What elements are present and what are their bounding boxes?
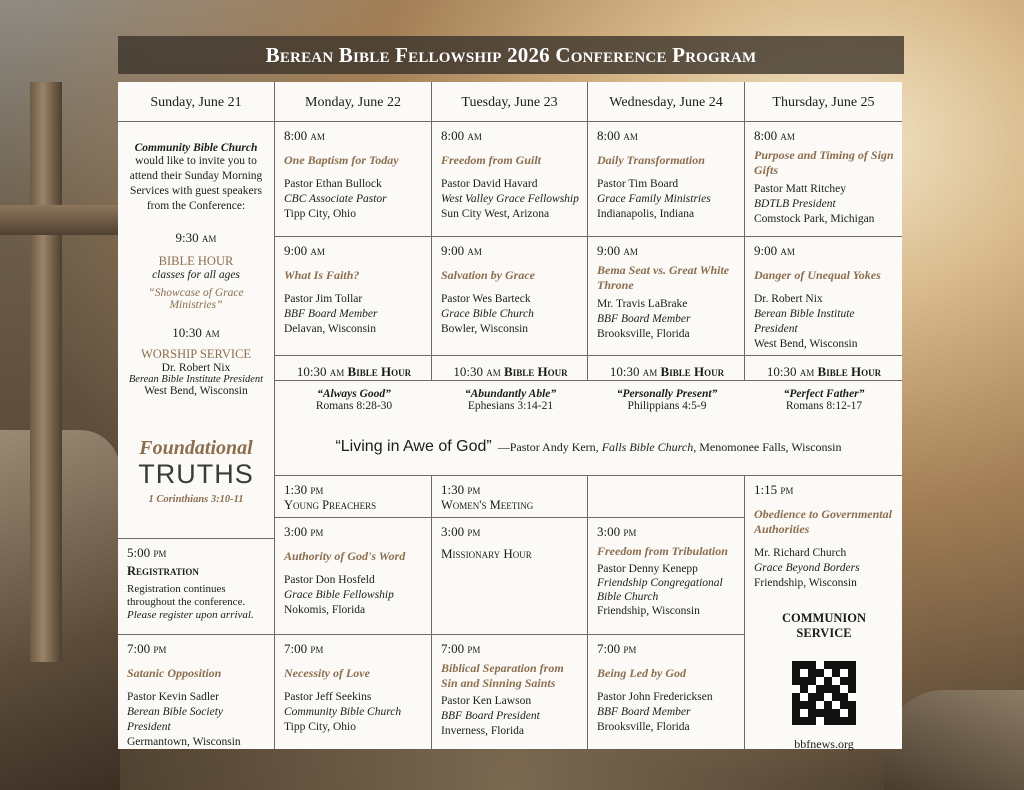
afternoon-mon300-topic: Authority of God's Word xyxy=(284,549,406,563)
qr-module xyxy=(792,677,800,685)
qr-module xyxy=(840,693,848,701)
session-detail xyxy=(284,524,423,540)
qr-module xyxy=(832,685,840,693)
session-detail xyxy=(597,297,736,342)
morning8-0-topic: One Baptism for Today xyxy=(284,153,399,167)
session-detail xyxy=(441,243,579,259)
session-detail xyxy=(284,128,423,144)
qr-module xyxy=(792,717,800,725)
afternoon-thu115-role: Grace Beyond Borders xyxy=(754,562,860,574)
session-detail xyxy=(284,364,424,380)
evening-1-ampm: pm xyxy=(467,641,481,656)
morning8-0-location: Tipp City, Ohio xyxy=(284,208,357,220)
morning8-2-time: 8:00 xyxy=(597,128,621,143)
morning9-3-time: 9:00 xyxy=(754,243,778,258)
page-title: Berean Bible Fellowship 2026 Conference Program xyxy=(265,42,757,67)
qr-module xyxy=(848,717,856,725)
session-detail xyxy=(441,524,579,540)
evening-2-location: Brooksville, Florida xyxy=(597,721,690,733)
session-detail xyxy=(754,292,894,352)
qr-module xyxy=(832,677,840,685)
evening-0-role: Community Bible Church xyxy=(284,706,402,718)
bible-hour-2-time: 10:30 xyxy=(609,364,640,379)
sunday-reg-time: 5:00 xyxy=(127,545,151,560)
qr-module xyxy=(840,685,848,693)
morning9-1-speaker: Pastor Wes Barteck xyxy=(441,293,531,305)
session-detail xyxy=(441,177,579,222)
qr-module xyxy=(816,709,824,717)
qr-module xyxy=(792,685,800,693)
qr-module xyxy=(808,677,816,685)
qr-module xyxy=(840,701,848,709)
morning8-2-speaker: Pastor Tim Board xyxy=(597,178,679,190)
evening-2-topic: Being Led by God xyxy=(597,666,686,680)
session-detail xyxy=(754,482,894,498)
session-detail xyxy=(597,641,736,657)
morning9-3-role: Berean Bible Institute President xyxy=(754,308,855,335)
registration-text: Registration continues throughout the conference. xyxy=(127,583,246,608)
afternoon-wed300-topic: Freedom from Tribulation xyxy=(597,544,728,558)
session-thu-0800 xyxy=(745,122,902,237)
bible-hour-3-label: Bible Hour xyxy=(817,364,882,379)
sunday-worship-ampm: am xyxy=(205,326,220,340)
afternoon-wed300-speaker: Pastor Denny Kenepp xyxy=(597,563,698,575)
morning9-0-time: 9:00 xyxy=(284,243,308,258)
qr-module xyxy=(832,701,840,709)
session-tue-1500 xyxy=(432,518,588,635)
qr-module xyxy=(800,677,808,685)
qr-module xyxy=(824,717,832,725)
sunday-bible-hour-label: BIBLE HOUR xyxy=(158,254,234,268)
morning8-1-topic: Freedom from Guilt xyxy=(441,153,542,167)
morning9-1-time: 9:00 xyxy=(441,243,465,258)
session-detail xyxy=(127,690,266,750)
theme-quote: “Living in Awe of God” xyxy=(335,438,492,455)
bible-hour-1-time: 10:30 xyxy=(453,364,484,379)
afternoon-wed300-location: Friendship, Wisconsin xyxy=(597,605,700,617)
afternoon-mon300-speaker: Pastor Don Hosfeld xyxy=(284,574,375,586)
bible-hour-1-title: “Abundantly Able” xyxy=(464,388,557,400)
session-detail xyxy=(754,243,894,259)
sunday-reg-ampm: pm xyxy=(153,545,167,560)
evening-0-location: Tipp City, Ohio xyxy=(284,721,357,733)
session-detail xyxy=(284,292,423,337)
day-header-sunday: Sunday, June 21 xyxy=(118,82,275,122)
morning8-1-ampm: am xyxy=(467,128,482,143)
evening-1-location: Inverness, Florida xyxy=(441,725,525,737)
website-link[interactable]: bbfnews.org xyxy=(794,737,854,751)
morning9-0-ampm: am xyxy=(310,243,325,258)
session-detail xyxy=(754,128,894,144)
morning8-2-ampm: am xyxy=(623,128,638,143)
sunday-worship-speaker: Dr. Robert Nix xyxy=(161,362,231,374)
session-detail xyxy=(754,546,894,591)
afternoon-mon130-label: Young Preachers xyxy=(284,498,377,512)
morning9-2-location: Brooksville, Florida xyxy=(597,328,690,340)
evening-0-topic: Necessity of Love xyxy=(284,666,370,680)
empty-cell-wed-1330 xyxy=(588,476,745,518)
day-header-thursday: Thursday, June 25 xyxy=(745,82,902,122)
afternoon-wed300-time: 3:00 xyxy=(597,524,621,539)
session-wed-0900 xyxy=(588,237,745,356)
qr-module xyxy=(816,693,824,701)
qr-module xyxy=(800,669,808,677)
divider xyxy=(431,356,432,380)
foundational-heading: Foundational xyxy=(139,437,253,459)
sunday-worship-time: 10:30 xyxy=(172,325,202,340)
qr-module xyxy=(816,701,824,709)
sunday-bible-hour-theme: “Showcase of Grace Ministries” xyxy=(148,287,244,311)
qr-module xyxy=(848,669,856,677)
truths-heading: TRUTHS xyxy=(138,459,254,489)
morning8-3-topic: Purpose and Timing of Sign Gifts xyxy=(754,148,894,177)
qr-module xyxy=(808,709,816,717)
qr-module xyxy=(800,717,808,725)
morning8-0-time: 8:00 xyxy=(284,128,308,143)
morning8-1-role: West Valley Grace Fellowship xyxy=(441,193,579,205)
title-banner xyxy=(118,36,904,74)
session-detail xyxy=(597,364,737,380)
morning8-0-speaker: Pastor Ethan Bullock xyxy=(284,178,382,190)
bible-hour-2-label: Bible Hour xyxy=(660,364,725,379)
qr-module xyxy=(808,717,816,725)
day-header-monday: Monday, June 22 xyxy=(275,82,432,122)
morning9-2-speaker: Mr. Travis LaBrake xyxy=(597,298,688,310)
morning8-2-location: Indianapolis, Indiana xyxy=(597,208,695,220)
qr-module xyxy=(800,701,808,709)
session-detail xyxy=(441,641,579,657)
afternoon-thu115-topic: Obedience to Governmental Authorities xyxy=(754,507,892,536)
session-detail xyxy=(597,128,736,144)
qr-module xyxy=(832,661,840,669)
qr-module xyxy=(816,685,824,693)
afternoon-mon300-role: Grace Bible Fellowship xyxy=(284,589,394,601)
bible-hour-thu xyxy=(745,356,902,476)
session-detail xyxy=(127,641,266,657)
session-wed-1500 xyxy=(588,518,745,635)
session-detail xyxy=(754,182,894,227)
morning9-3-topic: Danger of Unequal Yokes xyxy=(754,268,881,282)
bible-hour-3-title: “Perfect Father” xyxy=(783,388,865,400)
morning8-2-role: Grace Family Ministries xyxy=(597,193,711,205)
session-detail xyxy=(441,694,579,739)
day-header-tuesday: Tuesday, June 23 xyxy=(432,82,588,122)
day-header-wednesday: Wednesday, June 24 xyxy=(588,82,745,122)
morning9-2-ampm: am xyxy=(623,243,638,258)
qr-module xyxy=(840,661,848,669)
morning9-3-location: West Bend, Wisconsin xyxy=(754,338,858,350)
bible-hour-3-ref: Romans 8:12-17 xyxy=(785,400,863,412)
sunday-evening-time: 7:00 xyxy=(127,641,151,656)
registration-label: Registration xyxy=(127,564,199,578)
qr-module xyxy=(832,709,840,717)
bible-hour-2-title: “Personally Present” xyxy=(616,388,718,400)
theme-verse: 1 Corinthians 3:10-11 xyxy=(148,494,244,505)
qr-module xyxy=(808,693,816,701)
afternoon-wed300-role: Friendship Congregational Bible Church xyxy=(597,577,723,603)
conference-theme xyxy=(275,438,902,456)
qr-module xyxy=(800,693,808,701)
qr-module xyxy=(848,693,856,701)
sunday-evening-session xyxy=(118,635,275,749)
session-detail xyxy=(284,573,423,618)
bible-hour-wed xyxy=(588,356,745,476)
qr-module xyxy=(848,661,856,669)
qr-module xyxy=(808,661,816,669)
qr-module xyxy=(800,661,808,669)
bible-hour-3-ampm: am xyxy=(799,365,815,379)
session-detail xyxy=(441,482,579,498)
session-detail xyxy=(284,177,423,222)
session-detail xyxy=(441,364,580,380)
session-tue-0900 xyxy=(432,237,588,356)
session-topic: Satanic Opposition xyxy=(127,666,222,680)
session-mon-1330 xyxy=(275,476,432,518)
qr-code-icon[interactable] xyxy=(754,661,894,725)
session-detail xyxy=(441,128,579,144)
qr-module xyxy=(848,677,856,685)
evening-2-role: BBF Board Member xyxy=(597,706,691,718)
bible-hour-0-time: 10:30 xyxy=(296,364,327,379)
morning8-0-ampm: am xyxy=(310,128,325,143)
qr-module xyxy=(816,717,824,725)
background-rock-right xyxy=(884,690,1024,790)
bible-hour-mon xyxy=(275,356,432,476)
qr-module xyxy=(792,661,800,669)
morning9-0-location: Delavan, Wisconsin xyxy=(284,323,376,335)
session-detail xyxy=(597,690,736,735)
qr-module xyxy=(800,709,808,717)
sunday-bible-hour-sub: classes for all ages xyxy=(152,269,240,281)
afternoon-tue130-ampm: pm xyxy=(467,483,481,497)
morning9-0-topic: What Is Faith? xyxy=(284,268,360,282)
afternoon-thu115-ampm: pm xyxy=(780,482,794,497)
session-detail xyxy=(284,243,423,259)
sunday-worship-label: WORSHIP SERVICE xyxy=(140,347,251,361)
morning9-1-topic: Salvation by Grace xyxy=(441,268,535,282)
morning8-2-topic: Daily Transformation xyxy=(597,153,705,167)
session-mon-1500 xyxy=(275,518,432,635)
session-tue-0800 xyxy=(432,122,588,237)
qr-module xyxy=(832,717,840,725)
morning9-2-role: BBF Board Member xyxy=(597,313,691,325)
schedule-grid xyxy=(118,82,902,749)
session-tue-1900 xyxy=(432,635,588,749)
afternoon-tue130-time: 1:30 xyxy=(441,482,465,497)
qr-module xyxy=(848,709,856,717)
bible-hour-1-ref: Ephesians 3:14-21 xyxy=(467,400,554,412)
qr-module xyxy=(792,709,800,717)
bible-hour-0-label: Bible Hour xyxy=(347,364,412,379)
session-thu-1315 xyxy=(745,476,902,749)
morning9-3-speaker: Dr. Robert Nix xyxy=(754,293,823,305)
session-detail xyxy=(284,690,423,735)
bible-hour-1-ampm: am xyxy=(486,365,501,379)
sunday-worship-time xyxy=(124,325,268,341)
morning8-1-time: 8:00 xyxy=(441,128,465,143)
morning8-1-location: Sun City West, Arizona xyxy=(441,208,550,220)
bible-hour-0-ampm: am xyxy=(329,365,345,379)
evening-1-time: 7:00 xyxy=(441,641,465,656)
qr-matrix xyxy=(792,661,856,725)
theme-speaker: —Pastor Andy Kern, xyxy=(497,440,599,454)
qr-module xyxy=(792,693,800,701)
morning8-1-speaker: Pastor David Havard xyxy=(441,178,538,190)
qr-module xyxy=(800,685,808,693)
afternoon-tue300-label: Missionary Hour xyxy=(441,546,532,561)
session-wed-0800 xyxy=(588,122,745,237)
qr-module xyxy=(824,709,832,717)
sunday-registration xyxy=(118,539,275,635)
bible-hour-0-ref: Romans 8:28-30 xyxy=(315,400,393,412)
sunday-bible-hour-ampm: am xyxy=(201,231,217,245)
sunday-bible-hour-time: 9:30 xyxy=(175,230,199,245)
bible-hour-3-time: 10:30 xyxy=(766,364,797,379)
evening-0-ampm: pm xyxy=(310,641,324,656)
qr-module xyxy=(816,669,824,677)
morning9-1-location: Bowler, Wisconsin xyxy=(441,323,529,335)
divider xyxy=(587,356,588,380)
session-wed-1900 xyxy=(588,635,745,749)
bible-hour-0-title: “Always Good” xyxy=(317,388,391,400)
morning9-1-ampm: am xyxy=(467,243,482,258)
theme-location: Menomonee Falls, Wisconsin xyxy=(699,440,842,454)
speaker-location: Germantown, Wisconsin xyxy=(127,736,241,748)
qr-module xyxy=(840,669,848,677)
qr-module xyxy=(808,669,816,677)
qr-module xyxy=(816,677,824,685)
qr-module xyxy=(848,701,856,709)
qr-module xyxy=(824,661,832,669)
morning9-0-role: BBF Board Member xyxy=(284,308,378,320)
session-mon-0800 xyxy=(275,122,432,237)
session-mon-1900 xyxy=(275,635,432,749)
session-detail xyxy=(597,562,736,618)
evening-2-speaker: Pastor John Fredericksen xyxy=(597,691,713,703)
qr-module xyxy=(808,685,816,693)
morning8-3-ampm: am xyxy=(780,128,795,143)
qr-module xyxy=(840,677,848,685)
qr-module xyxy=(824,677,832,685)
session-tue-1330 xyxy=(432,476,588,518)
session-detail xyxy=(284,482,423,498)
session-thu-0900 xyxy=(745,237,902,356)
session-detail xyxy=(127,545,266,561)
session-detail xyxy=(597,524,736,540)
sunday-invitation: would like to invite you to attend their Sunday Morning Services with guest speakers from the Conference: xyxy=(129,155,263,212)
speaker-name: Pastor Kevin Sadler xyxy=(127,691,219,703)
bible-hour-divider xyxy=(275,380,902,381)
morning9-0-speaker: Pastor Jim Tollar xyxy=(284,293,363,305)
session-detail xyxy=(284,641,423,657)
theme-church: Falls Bible Church, xyxy=(601,440,697,454)
qr-module xyxy=(832,693,840,701)
bible-hour-tue xyxy=(432,356,588,476)
afternoon-mon130-ampm: pm xyxy=(310,483,324,497)
bible-hour-1-label: Bible Hour xyxy=(504,364,568,379)
afternoon-tue130-label: Women's Meeting xyxy=(441,498,534,512)
morning8-0-role: CBC Associate Pastor xyxy=(284,193,387,205)
qr-module xyxy=(848,685,856,693)
qr-module xyxy=(824,701,832,709)
sunday-bible-hour-time xyxy=(124,230,268,246)
afternoon-thu115-time: 1:15 xyxy=(754,482,778,497)
afternoon-mon300-location: Nokomis, Florida xyxy=(284,604,366,616)
registration-note: Please register upon arrival. xyxy=(127,609,254,621)
qr-module xyxy=(840,709,848,717)
afternoon-tue300-ampm: pm xyxy=(467,525,481,539)
bible-hour-2-ref: Philippians 4:5-9 xyxy=(627,400,707,412)
evening-2-time: 7:00 xyxy=(597,641,621,656)
bible-hour-2-ampm: am xyxy=(642,365,658,379)
qr-module xyxy=(792,701,800,709)
morning8-3-role: BDTLB President xyxy=(754,198,836,210)
divider xyxy=(744,356,745,380)
morning9-1-role: Grace Bible Church xyxy=(441,308,534,320)
morning9-3-ampm: am xyxy=(780,243,795,258)
program-sheet xyxy=(118,82,902,749)
sunday-worship-location: West Bend, Wisconsin xyxy=(144,385,248,397)
afternoon-thu115-location: Friendship, Wisconsin xyxy=(754,577,857,589)
evening-1-role: BBF Board President xyxy=(441,710,540,722)
evening-0-time: 7:00 xyxy=(284,641,308,656)
morning9-2-topic: Bema Seat vs. Great White Throne xyxy=(597,263,730,292)
session-detail xyxy=(597,243,736,259)
qr-module xyxy=(824,685,832,693)
qr-module xyxy=(824,693,832,701)
morning8-3-time: 8:00 xyxy=(754,128,778,143)
qr-module xyxy=(840,717,848,725)
sunday-evening-ampm: pm xyxy=(153,641,167,656)
morning9-2-time: 9:00 xyxy=(597,243,621,258)
sunday-morning-block xyxy=(118,122,275,539)
session-detail xyxy=(597,177,736,222)
speaker-role: Berean Bible Society President xyxy=(127,706,224,733)
qr-module xyxy=(816,661,824,669)
qr-module xyxy=(824,669,832,677)
evening-0-speaker: Pastor Jeff Seekins xyxy=(284,691,372,703)
session-mon-0900 xyxy=(275,237,432,356)
qr-module xyxy=(792,669,800,677)
sunday-worship-role: Berean Bible Institute President xyxy=(128,374,264,385)
wooden-cross-icon xyxy=(30,82,62,662)
morning8-3-speaker: Pastor Matt Ritchey xyxy=(754,183,846,195)
afternoon-wed300-ampm: pm xyxy=(623,524,637,539)
afternoon-mon300-ampm: pm xyxy=(310,524,324,539)
evening-2-ampm: pm xyxy=(623,641,637,656)
sunday-host-church: Community Bible Church xyxy=(134,142,258,154)
afternoon-thu115-speaker: Mr. Richard Church xyxy=(754,547,847,559)
session-detail xyxy=(441,292,579,337)
evening-1-speaker: Pastor Ken Lawson xyxy=(441,695,532,707)
morning8-3-location: Comstock Park, Michigan xyxy=(754,213,875,225)
qr-module xyxy=(808,701,816,709)
communion-service-label: COMMUNION SERVICE xyxy=(781,611,866,640)
afternoon-mon130-time: 1:30 xyxy=(284,482,308,497)
wooden-cross-beam xyxy=(0,205,118,235)
afternoon-mon300-time: 3:00 xyxy=(284,524,308,539)
evening-1-topic: Biblical Separation from Sin and Sinning Saints xyxy=(441,661,564,690)
qr-module xyxy=(832,669,840,677)
afternoon-tue300-time: 3:00 xyxy=(441,524,465,539)
session-detail xyxy=(754,364,894,380)
